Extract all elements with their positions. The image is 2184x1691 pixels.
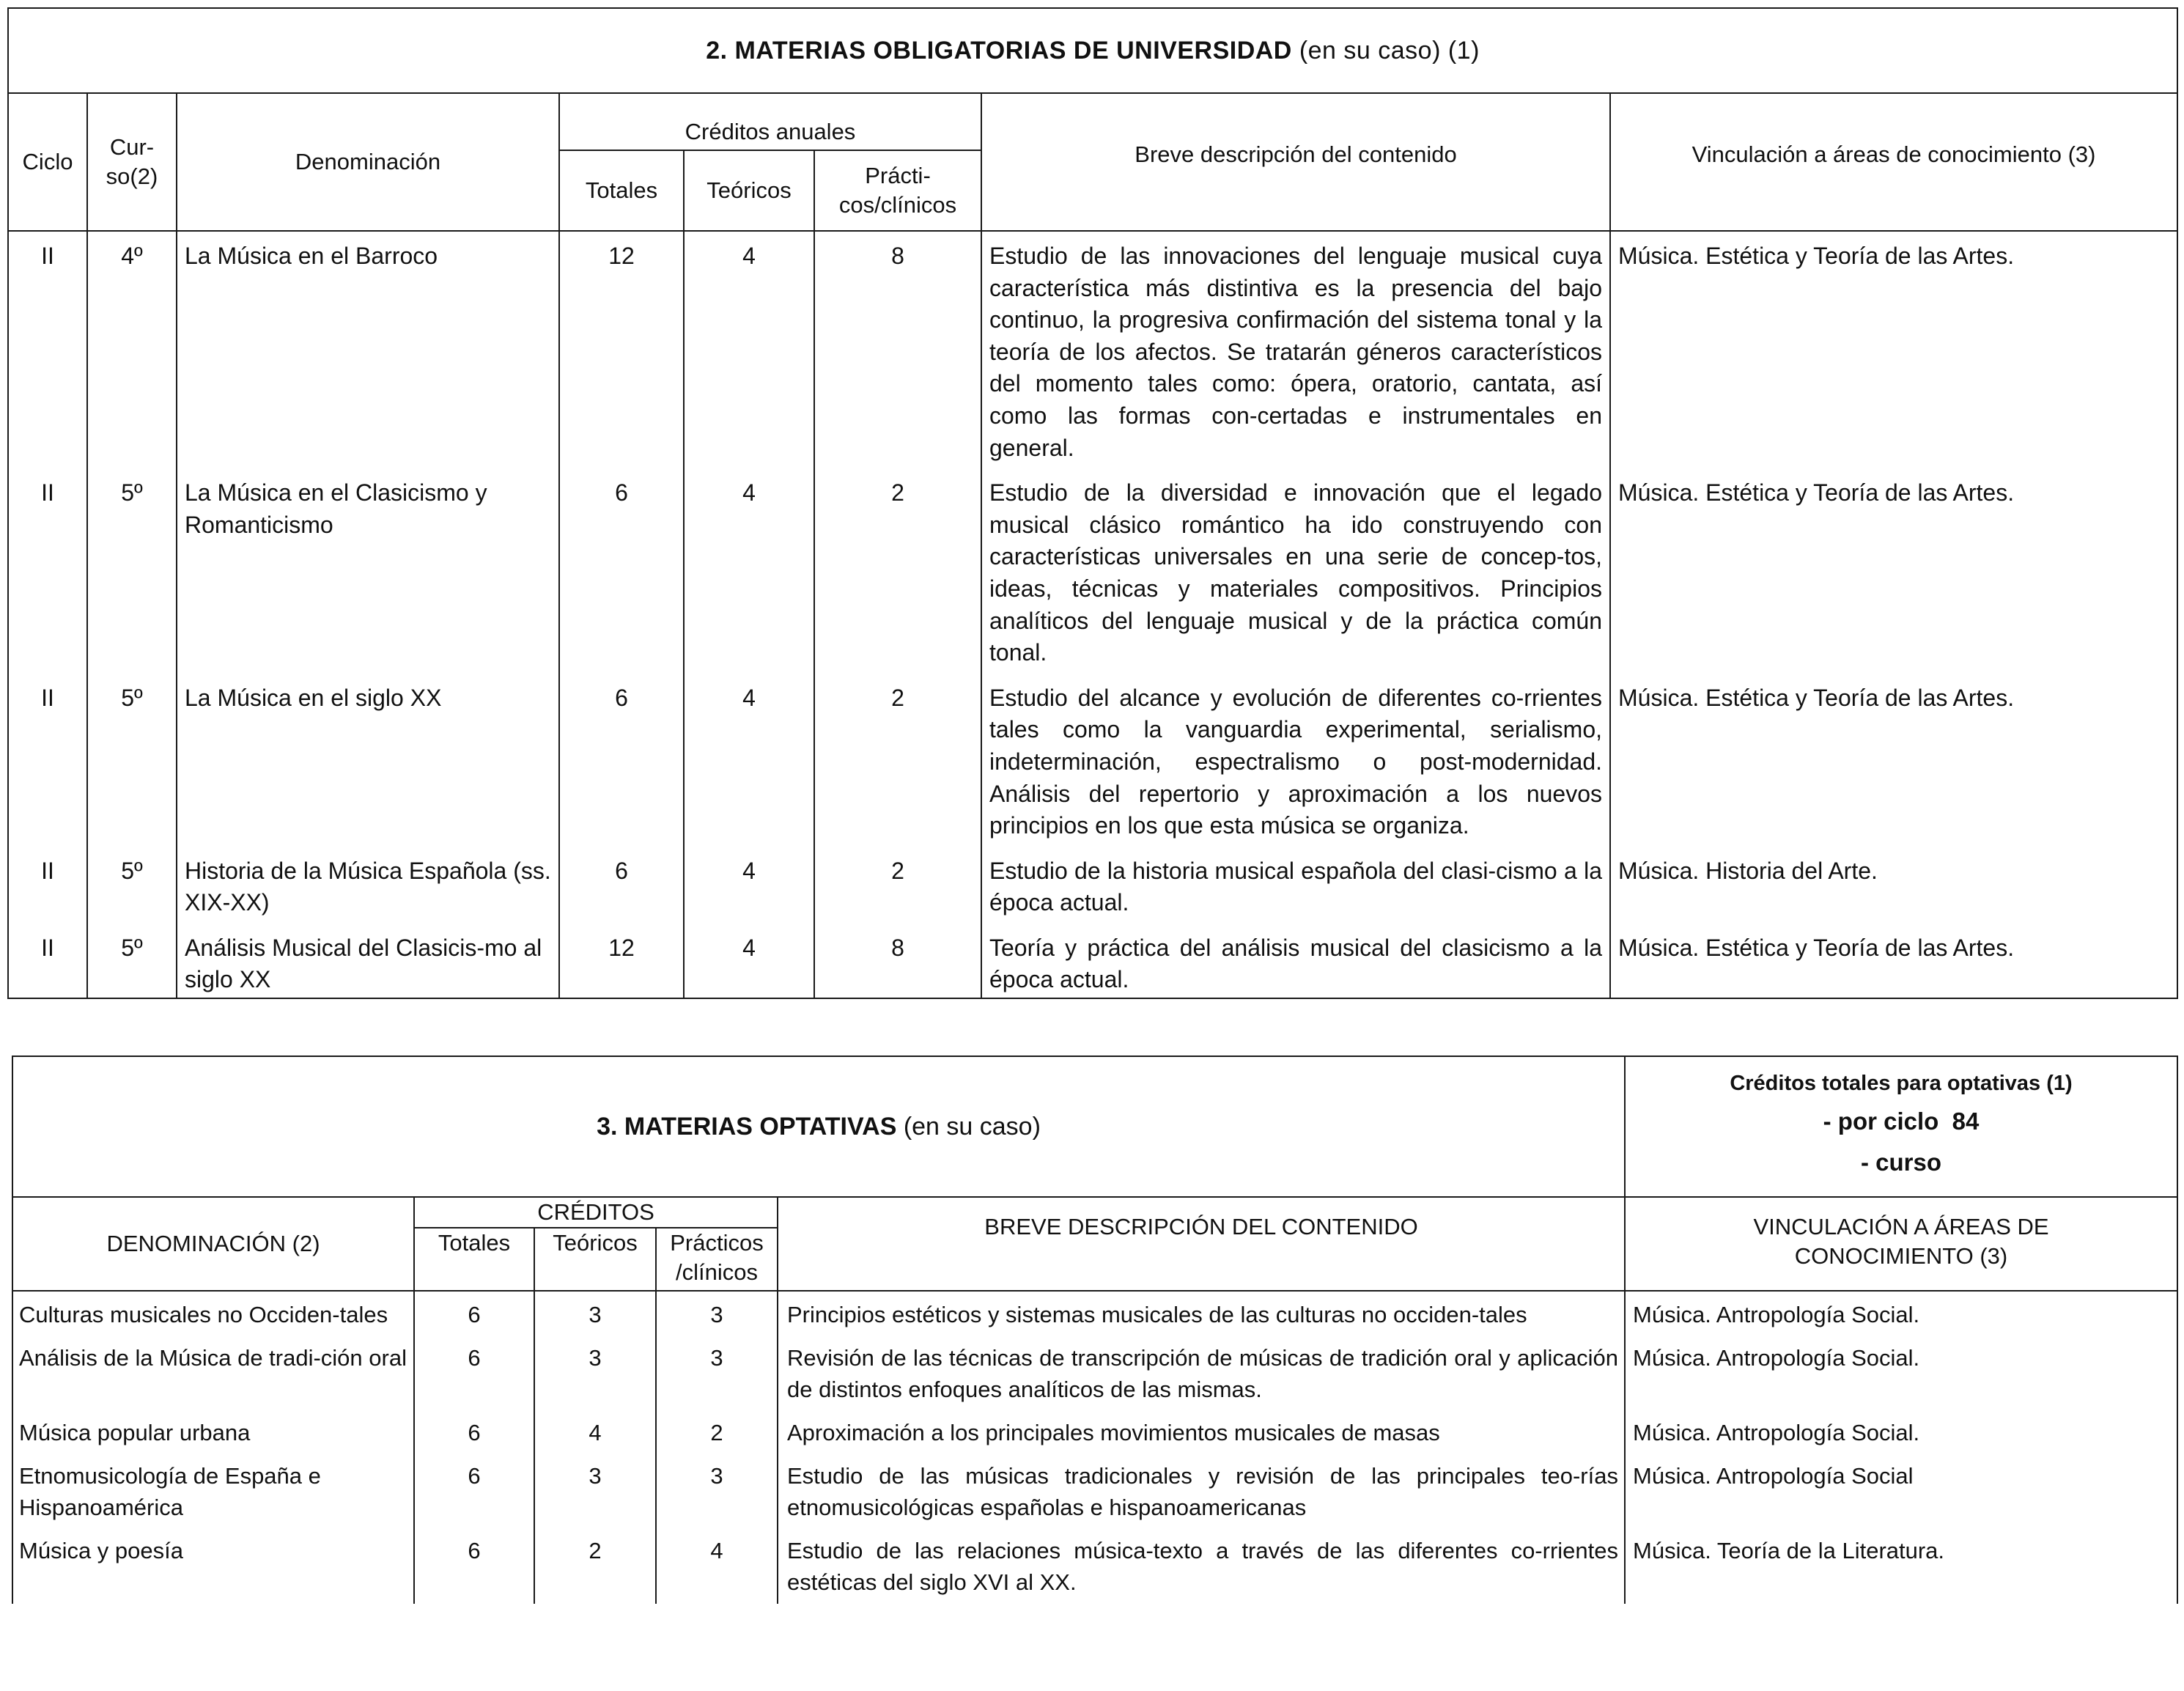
cell-denominacion: Música popular urbana [12, 1410, 414, 1453]
cell-descripcion: Estudio de las relaciones música-texto a través de las diferentes co-rrientes estéticas del siglo XVI al XX. [778, 1528, 1625, 1604]
cell-teoricos: 4 [684, 855, 814, 932]
cell-vinculacion: Música. Estética y Teoría de las Artes. [1610, 932, 2177, 998]
section-3-title [12, 1056, 1625, 1197]
table-row [8, 932, 2177, 998]
por-ciclo-value: 84 [1952, 1108, 1980, 1135]
header-practicos: Prácticos /clínicos [656, 1228, 778, 1291]
cell-descripcion: Aproximación a los principales movimientos musicales de masas [778, 1410, 1625, 1453]
cell-vinculacion: Música. Estética y Teoría de las Artes. [1610, 682, 2177, 855]
cell-descripcion: Teoría y práctica del análisis musical del clasicismo a la época actual. [981, 932, 1610, 998]
cell-descripcion: Estudio de las innovaciones del lenguaje musical cuya característica más distintiva es la presencia del bajo continuo, la progresiva confirmación del sistema tonal y la teoría de los afectos. Se tratarán géneros característicos del momento tales como: ópera, oratorio, cantata, así como las formas con-certadas e instrumentales en general. [981, 231, 1610, 477]
table-row [8, 477, 2177, 682]
header-totales: Totales [414, 1228, 534, 1291]
optativas-totals-box [1625, 1056, 2177, 1197]
cell-teoricos: 2 [534, 1528, 656, 1604]
cell-teoricos: 4 [684, 231, 814, 477]
table-row [12, 1335, 2177, 1410]
cell-teoricos: 4 [684, 477, 814, 682]
cell-ciclo: II [8, 231, 87, 477]
cell-totales: 6 [414, 1528, 534, 1604]
header-vinculacion: VINCULACIÓN A ÁREAS DE CONOCIMIENTO (3) [1625, 1197, 2177, 1291]
cell-practicos: 8 [814, 231, 981, 477]
cell-denominacion: Historia de la Música Española (ss. XIX-XX) [177, 855, 559, 932]
cell-teoricos: 4 [684, 932, 814, 998]
header-practicos: Prácti- cos/clínicos [814, 150, 981, 231]
cell-curso: 5º [87, 855, 177, 932]
cell-totales: 6 [414, 1335, 534, 1410]
header-teoricos: Teóricos [534, 1228, 656, 1291]
cell-totales: 6 [559, 855, 684, 932]
cell-denominacion: Música y poesía [12, 1528, 414, 1604]
table-row [12, 1291, 2177, 1335]
cell-ciclo: II [8, 855, 87, 932]
header-totales: Totales [559, 150, 684, 231]
cell-teoricos: 4 [684, 682, 814, 855]
cell-totales: 6 [414, 1410, 534, 1453]
cell-denominacion: La Música en el Clasicismo y Romanticismo [177, 477, 559, 682]
cell-practicos: 2 [814, 855, 981, 932]
cell-practicos: 2 [814, 682, 981, 855]
section-3-title-main: 3. MATERIAS OPTATIVAS [597, 1112, 897, 1141]
cell-denominacion: Culturas musicales no Occiden-tales [12, 1291, 414, 1335]
cell-practicos: 2 [814, 477, 981, 682]
header-creditos-anuales: Créditos anuales [559, 93, 981, 150]
cell-ciclo: II [8, 682, 87, 855]
cell-totales: 12 [559, 932, 684, 998]
section-3-title-note: (en su caso) [896, 1112, 1041, 1141]
cell-teoricos: 3 [534, 1335, 656, 1410]
cell-teoricos: 3 [534, 1453, 656, 1528]
optativas-totals-label: Créditos totales para optativas (1) [1730, 1072, 2073, 1095]
cell-denominacion: Análisis de la Música de tradi-ción oral [12, 1335, 414, 1410]
por-ciclo-label: - por ciclo [1823, 1108, 1939, 1135]
header-descripcion: BREVE DESCRIPCIÓN DEL CONTENIDO [778, 1197, 1625, 1291]
section-2-title-main: 2. MATERIAS OBLIGATORIAS DE UNIVERSIDAD [706, 36, 1292, 65]
cell-teoricos: 3 [534, 1291, 656, 1335]
cell-totales: 6 [414, 1453, 534, 1528]
table-row [8, 682, 2177, 855]
cell-descripcion: Estudio del alcance y evolución de diferentes co-rrientes tales como la vanguardia experimental, serialismo, indeterminación, espectralismo o post-modernidad. Análisis del repertorio y aproximación a los nuevos principios en los que esta música se organiza. [981, 682, 1610, 855]
table-row [8, 855, 2177, 932]
cell-denominacion: La Música en el siglo XX [177, 682, 559, 855]
cell-teoricos: 4 [534, 1410, 656, 1453]
cell-ciclo: II [8, 477, 87, 682]
cell-denominacion: La Música en el Barroco [177, 231, 559, 477]
cell-vinculacion: Música. Antropología Social. [1625, 1291, 2177, 1335]
cell-curso: 5º [87, 932, 177, 998]
header-denominacion: DENOMINACIÓN (2) [12, 1197, 414, 1291]
header-curso: Cur- so(2) [87, 93, 177, 231]
cell-vinculacion: Música. Historia del Arte. [1610, 855, 2177, 932]
header-creditos: CRÉDITOS [414, 1197, 778, 1228]
table-row [8, 231, 2177, 477]
curso-label: - curso [1860, 1149, 1942, 1176]
cell-vinculacion: Música. Teoría de la Literatura. [1625, 1528, 2177, 1604]
cell-vinculacion: Música. Estética y Teoría de las Artes. [1610, 231, 2177, 477]
cell-descripcion: Estudio de la historia musical española del clasi-cismo a la época actual. [981, 855, 1610, 932]
cell-descripcion: Estudio de las músicas tradicionales y revisión de las principales teo-rías etnomusicológicas españolas e hispanoamericanas [778, 1453, 1625, 1528]
cell-totales: 12 [559, 231, 684, 477]
cell-denominacion: Análisis Musical del Clasicis-mo al siglo XX [177, 932, 559, 998]
table-row [12, 1453, 2177, 1528]
cell-descripcion: Estudio de la diversidad e innovación que el legado musical clásico romántico ha ido construyendo con características universales en una serie de concep-tos, ideas, técnicas y materiales compositivos. Principios analíticos del lenguaje musical y de la práctica común tonal. [981, 477, 1610, 682]
header-descripcion: Breve descripción del contenido [981, 93, 1610, 231]
header-vinculacion: Vinculación a áreas de conocimiento (3) [1610, 93, 2177, 231]
cell-descripcion: Principios estéticos y sistemas musicales de las culturas no occiden-tales [778, 1291, 1625, 1335]
cell-ciclo: II [8, 932, 87, 998]
section-2-title [8, 8, 2177, 93]
cell-vinculacion: Música. Antropología Social. [1625, 1335, 2177, 1410]
header-ciclo: Ciclo [8, 93, 87, 231]
table-row [12, 1528, 2177, 1604]
cell-vinculacion: Música. Antropología Social [1625, 1453, 2177, 1528]
section-2-title-note: (en su caso) (1) [1291, 36, 1480, 65]
cell-totales: 6 [414, 1291, 534, 1335]
table-row [12, 1410, 2177, 1453]
cell-curso: 5º [87, 477, 177, 682]
cell-vinculacion: Música. Antropología Social. [1625, 1410, 2177, 1453]
cell-practicos: 3 [656, 1453, 778, 1528]
header-teoricos: Teóricos [684, 150, 814, 231]
cell-totales: 6 [559, 477, 684, 682]
cell-practicos: 3 [656, 1291, 778, 1335]
cell-vinculacion: Música. Estética y Teoría de las Artes. [1610, 477, 2177, 682]
cell-practicos: 8 [814, 932, 981, 998]
cell-practicos: 3 [656, 1335, 778, 1410]
cell-descripcion: Revisión de las técnicas de transcripción de músicas de tradición oral y aplicación de distintos enfoques analíticos de las mismas. [778, 1335, 1625, 1410]
cell-practicos: 4 [656, 1528, 778, 1604]
cell-practicos: 2 [656, 1410, 778, 1453]
table-materias-obligatorias [7, 7, 2178, 999]
table-materias-optativas [12, 1056, 2178, 1604]
cell-totales: 6 [559, 682, 684, 855]
cell-curso: 4º [87, 231, 177, 477]
header-denominacion: Denominación [177, 93, 559, 231]
cell-curso: 5º [87, 682, 177, 855]
cell-denominacion: Etnomusicología de España e Hispanoamérica [12, 1453, 414, 1528]
